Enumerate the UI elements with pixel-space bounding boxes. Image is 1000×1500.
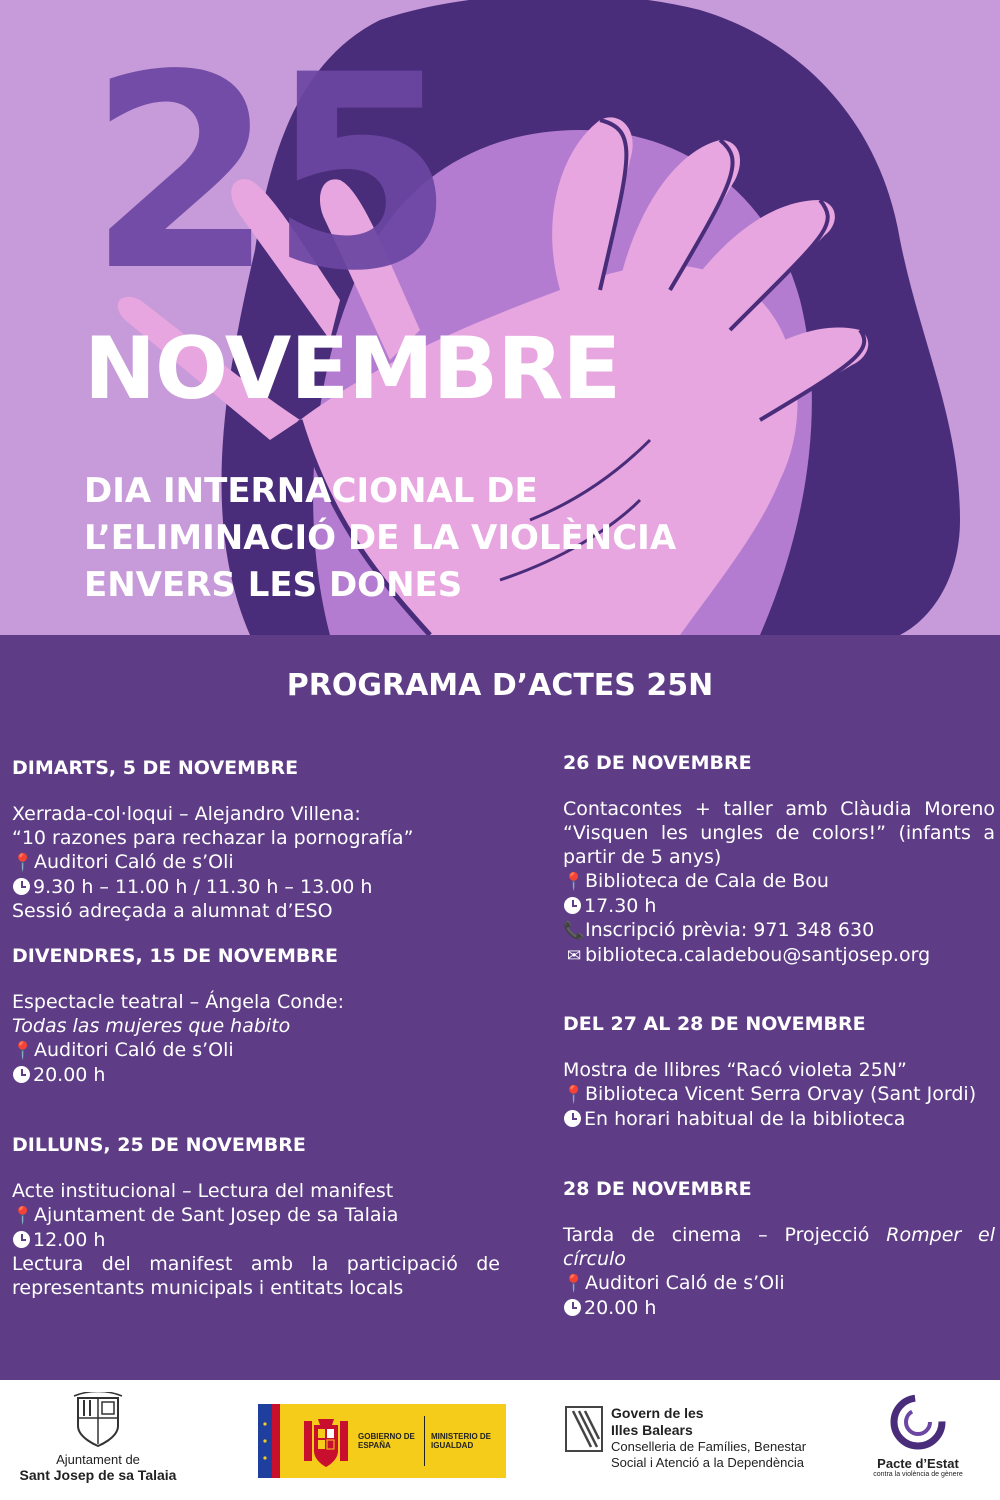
subtitle-line: DIA INTERNACIONAL DE <box>84 471 538 511</box>
event-activity: Tarda de cinema – Projecció Romper el círculo <box>563 1224 996 1270</box>
pacte-circle-icon <box>868 1390 968 1452</box>
clock-icon <box>564 1299 581 1316</box>
event-place: 📍Auditori Caló de s’Oli <box>563 1272 785 1294</box>
event-activity: Espectacle teatral – Ángela Conde: <box>12 991 345 1013</box>
event-activity-detail: Todas las mujeres que habito <box>12 1015 291 1037</box>
location-pin-icon: 📍 <box>563 1085 585 1105</box>
event-date: DEL 27 AL 28 DE NOVEMBRE <box>563 1013 866 1035</box>
ministerio-label: MINISTERIO DE IGUALDAD <box>431 1432 492 1450</box>
event-note: Sessió adreçada a alumnat d’ESO <box>12 900 333 922</box>
event-activity-detail: “10 razones para rechazar la pornografía” <box>12 827 414 849</box>
pacte-subtitle: contra la violència de gènere <box>873 1471 963 1478</box>
clock-icon <box>13 878 30 895</box>
event-activity: Xerrada-col·loqui – Alejandro Villena: <box>12 803 361 825</box>
month-title: NOVEMBRE <box>84 319 621 419</box>
event-date: 26 DE NOVEMBRE <box>563 752 752 774</box>
event-time: 17.30 h <box>563 894 995 918</box>
gobierno-espana-logo <box>258 1404 506 1478</box>
location-pin-icon: 📍 <box>12 853 34 873</box>
event-place: 📍Biblioteca Vicent Serra Orvay (Sant Jordi) <box>563 1083 977 1105</box>
clock-icon <box>13 1066 30 1083</box>
event-block <box>563 1177 995 1320</box>
event-date: DILLUNS, 25 DE NOVEMBRE <box>12 1134 306 1156</box>
location-pin-icon: 📍 <box>563 872 585 892</box>
event-block <box>563 751 995 968</box>
program-title: PROGRAMA D’ACTES 25N <box>286 668 714 703</box>
clock-icon <box>564 897 581 914</box>
clock-icon <box>13 1231 30 1248</box>
pacte-estat-logo <box>868 1390 968 1478</box>
location-pin-icon: 📍 <box>12 1206 34 1226</box>
govern-balears-logo <box>565 1405 825 1471</box>
conselleria-name: Social i Atenció a la Dependència <box>611 1455 804 1470</box>
event-date: DIVENDRES, 15 DE NOVEMBRE <box>12 945 338 967</box>
phone-icon: 📞 <box>563 921 585 941</box>
event-note: Lectura del manifest amb la participació de representants municipals i entitats locals <box>12 1253 500 1299</box>
event-activity: Mostra de llibres “Racó violeta 25N” <box>563 1059 907 1081</box>
event-time: 20.00 h <box>12 1063 500 1087</box>
envelope-icon: ✉ <box>566 946 582 966</box>
govern-title: Govern de les <box>611 1405 704 1421</box>
ajuntament-label: Ajuntament de <box>56 1452 140 1467</box>
event-place: 📍Auditori Caló de s’Oli <box>12 1039 234 1061</box>
eu-flag-icon <box>258 1404 298 1478</box>
event-time: 12.00 h <box>12 1228 500 1252</box>
event-block <box>12 1133 500 1300</box>
balears-emblem-icon <box>565 1405 605 1455</box>
event-place: 📍Auditori Caló de s’Oli <box>12 851 234 873</box>
event-email[interactable]: ✉ biblioteca.caladebou@santjosep.org <box>563 943 995 968</box>
spain-coat-of-arms-icon <box>298 1411 354 1471</box>
event-date: 28 DE NOVEMBRE <box>563 1178 752 1200</box>
ajuntament-name: Sant Josep de sa Talaia <box>19 1467 177 1483</box>
clock-icon <box>564 1110 581 1127</box>
event-date: DIMARTS, 5 DE NOVEMBRE <box>12 757 299 779</box>
event-block <box>12 756 500 923</box>
location-pin-icon: 📍 <box>563 1274 585 1294</box>
hero-banner <box>0 0 1000 635</box>
subtitle-line: ENVERS LES DONES <box>84 565 463 605</box>
event-place: 📍Ajuntament de Sant Josep de sa Talaia <box>12 1204 399 1226</box>
event-time: En horari habitual de la biblioteca <box>563 1107 995 1131</box>
location-pin-icon: 📍 <box>12 1041 34 1061</box>
event-phone: 📞Inscripció prèvia: 971 348 630 <box>563 919 875 941</box>
event-block <box>563 1012 995 1131</box>
day-number: 25 <box>88 18 449 330</box>
event-subtitle <box>84 468 784 609</box>
event-time: 9.30 h – 11.00 h / 11.30 h – 13.00 h <box>12 875 500 899</box>
logo-divider <box>424 1416 425 1466</box>
event-activity: Acte institucional – Lectura del manifest <box>12 1180 394 1202</box>
event-activity: Contacontes + taller amb Clàudia Moreno “Visquen les ungles de colors!” (infants a partir de 5 anys) <box>563 798 995 868</box>
govern-text <box>611 1405 806 1471</box>
pacte-title: Pacte d’Estat <box>877 1456 959 1471</box>
govern-title: Illes Balears <box>611 1422 693 1438</box>
gobierno-label: GOBIERNO DE ESPAÑA <box>358 1432 415 1450</box>
event-time: 20.00 h <box>563 1296 995 1320</box>
subtitle-line: L’ELIMINACIÓ DE LA VIOLÈNCIA <box>84 518 677 558</box>
ajuntament-logo <box>8 1392 188 1483</box>
event-place: 📍Biblioteca de Cala de Bou <box>563 870 829 892</box>
conselleria-name: Conselleria de Famílies, Benestar <box>611 1439 807 1454</box>
sponsors-footer <box>0 1380 1000 1500</box>
ajuntament-shield-icon <box>8 1392 188 1448</box>
event-block <box>12 944 500 1087</box>
